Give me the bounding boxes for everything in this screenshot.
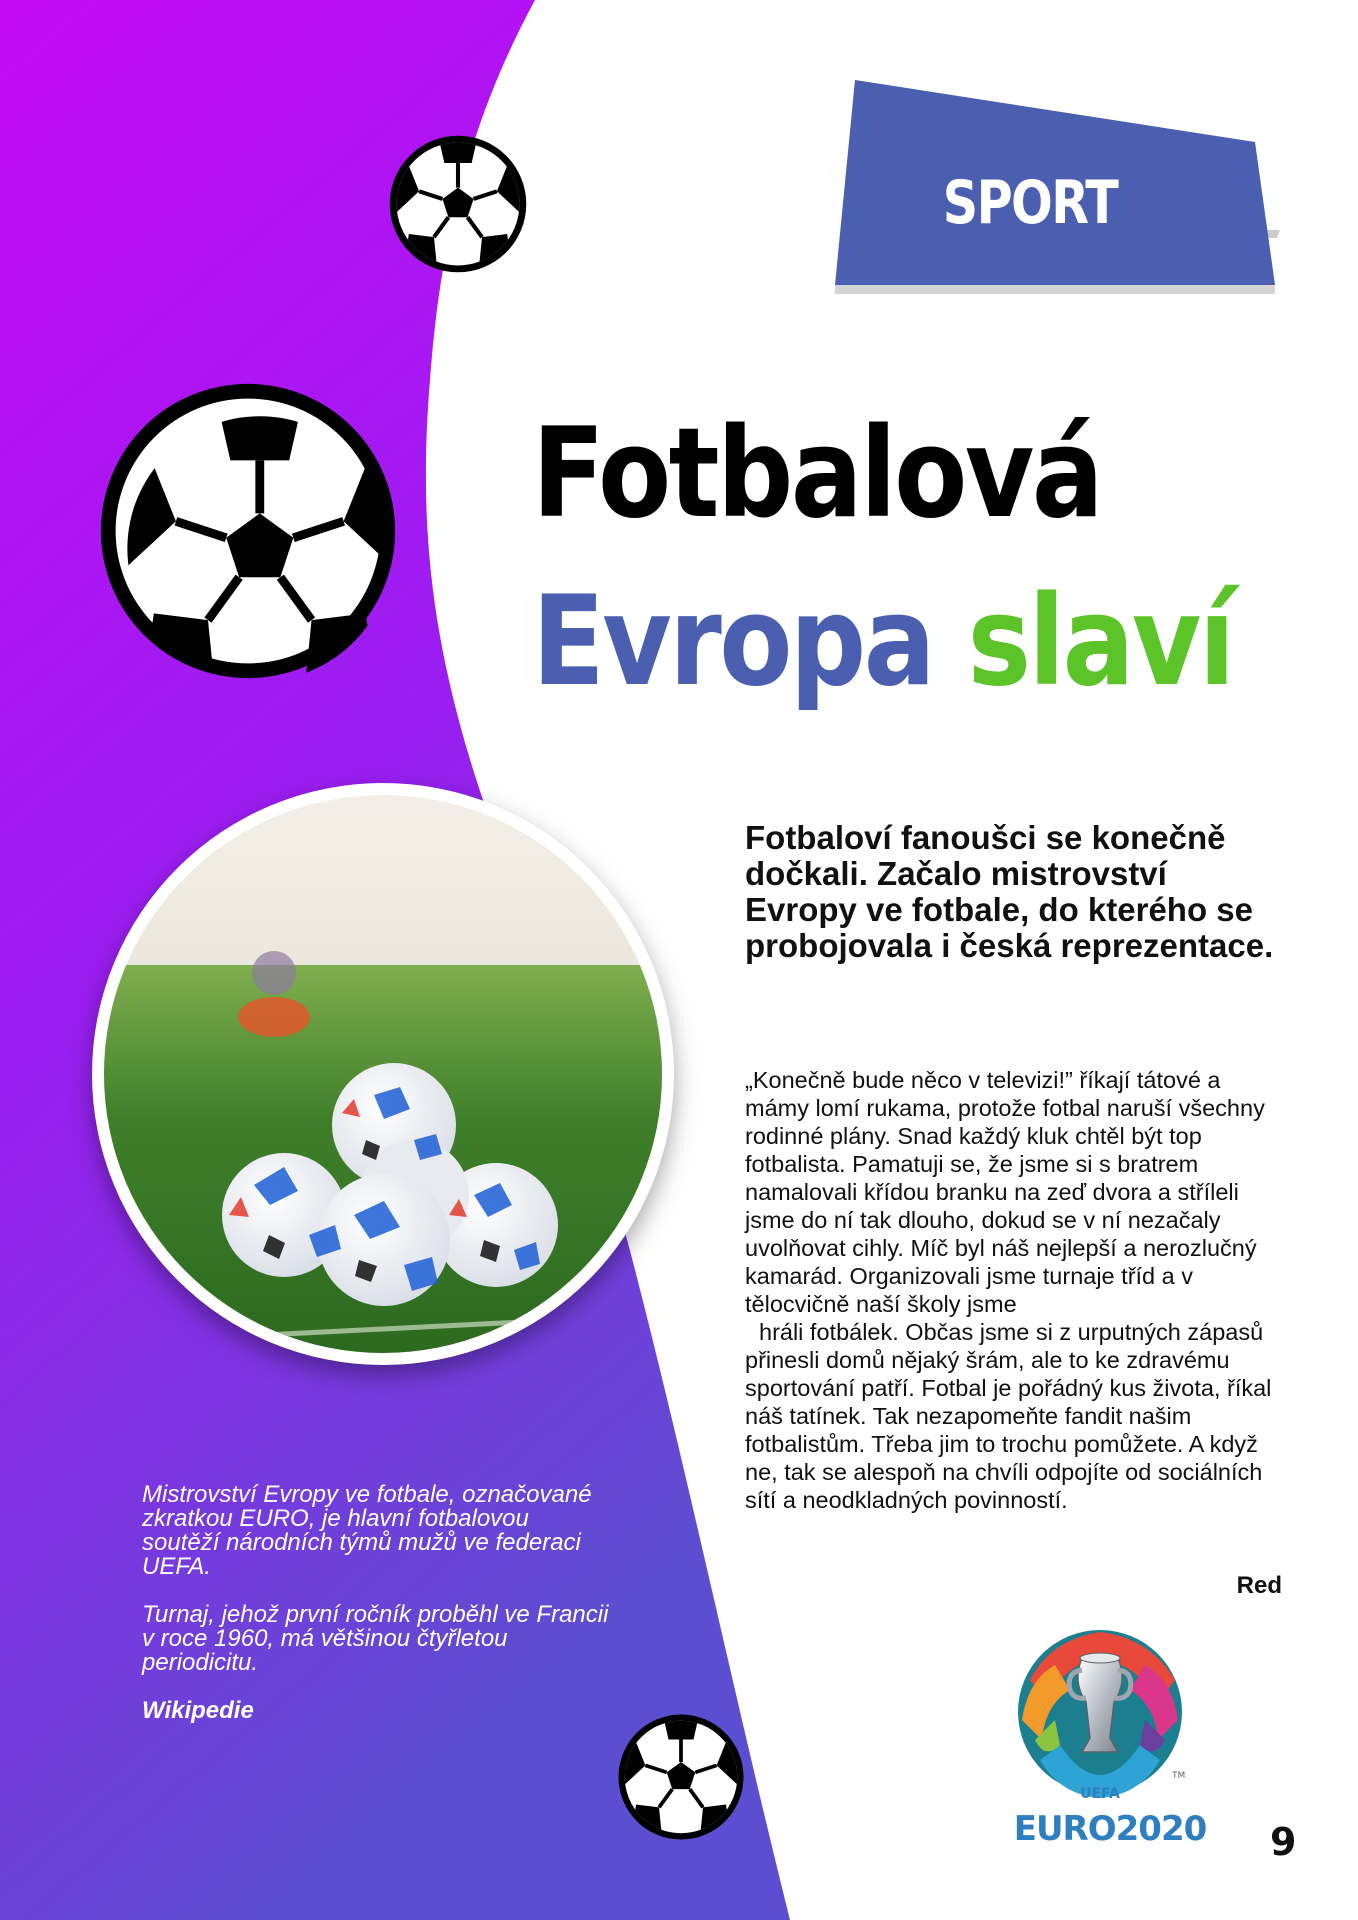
photo-frame bbox=[92, 783, 674, 1365]
headline-blue-part: Evropa bbox=[532, 570, 968, 714]
article-lead: Fotbaloví fanoušci se konečně dočkali. Začalo mistrovství Evropy ve fotbale, do kterého se probojovala i česká reprezentace. bbox=[745, 819, 1274, 964]
page-number: 9 bbox=[1270, 1820, 1297, 1864]
sidebar-source: Wikipedie bbox=[142, 1697, 254, 1724]
uefa-text: UEFA bbox=[1080, 1786, 1120, 1802]
soccer-ball-icon bbox=[616, 1712, 746, 1842]
article-paragraph: „Konečně bude něco v televizi!” říkají tátové a mámy lomí rukama, protože fotbal naruší všechny rodinné plány. Snad každý kluk chtěl být top fotbalista. Pamatuji se, že jsme si s bratrem namalovali křídou branku na zeď dvora a stříleli jsme do ní tak dlouho, dokud se v ní nezačaly uvolňovat cihly. Míč byl náš nejlepší a nerozlučný kamarád. Organizovali jsme turnaje tříd a v tělocvičně naší školy jsme bbox=[745, 1067, 1265, 1317]
soccer-ball-icon bbox=[95, 378, 401, 684]
sidebar-paragraph: Turnaj, jehož první ročník proběhl ve Francii v roce 1960, má většinou čtyřletou periodicitu. bbox=[142, 1601, 609, 1676]
sidebar-paragraph: Mistrovství Evropy ve fotbale, označované zkratkou EURO, je hlavní fotbalovou soutěží národních týmů mužů ve federaci UEFA. bbox=[142, 1481, 592, 1580]
article-paragraph: hráli fotbálek. Občas jsme si z urputných zápasů přinesli domů nějaký šrám, ale to ke zdravému sportování patří. Fotbal je pořádný kus života, říkal náš tatínek. Tak nezapomeňte fandit našim fotbalistům. Třeba jim to trochu pomůžete. A když ne, tak se alespoň na chvíli odpojíte od sociálních sítí a neodkladných povinností. bbox=[745, 1319, 1272, 1513]
euro2020-text: EURO2020 bbox=[1013, 1809, 1207, 1849]
trademark-text: TM bbox=[1172, 1771, 1186, 1781]
sidebar-info bbox=[142, 1483, 612, 1747]
soccer-balls-photo bbox=[104, 795, 662, 1353]
headline-green-part: slaví bbox=[967, 570, 1233, 714]
section-label: SPORT bbox=[942, 168, 1118, 238]
article-body bbox=[745, 1066, 1285, 1514]
article-author: Red bbox=[1236, 1572, 1282, 1599]
euro-2020-logo bbox=[1000, 1620, 1220, 1850]
headline-line-2 bbox=[532, 570, 1233, 714]
headline-line-1: Fotbalová bbox=[532, 402, 1102, 546]
soccer-ball-icon bbox=[387, 133, 529, 275]
